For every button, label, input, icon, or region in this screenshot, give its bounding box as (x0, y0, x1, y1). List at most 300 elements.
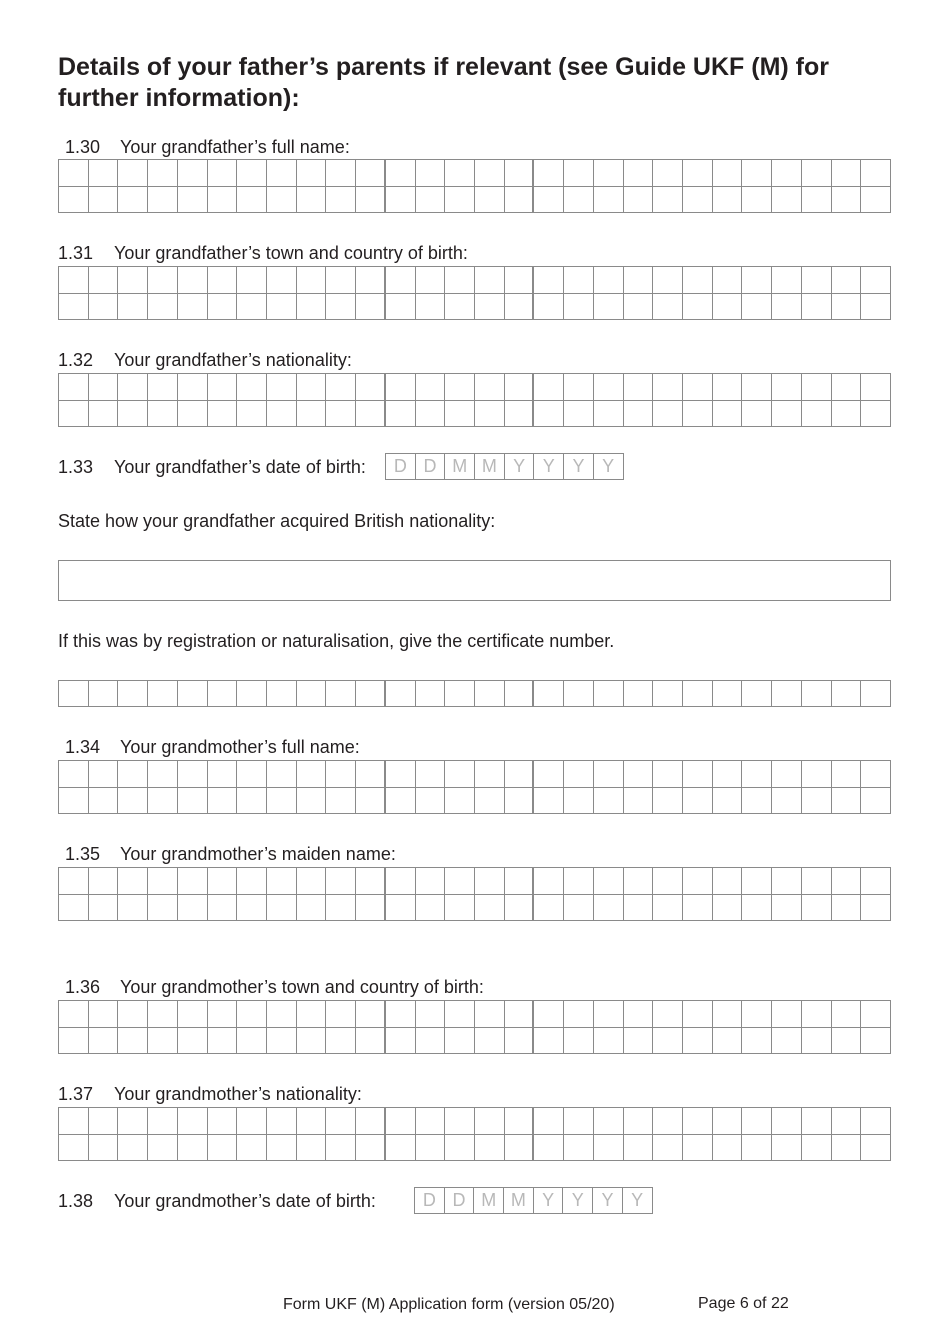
char-box[interactable] (832, 895, 862, 922)
char-box[interactable] (326, 1135, 356, 1162)
char-box[interactable] (148, 294, 178, 321)
char-box[interactable] (624, 761, 654, 788)
char-box[interactable] (356, 1135, 386, 1162)
char-box[interactable] (326, 401, 356, 428)
char-box[interactable] (653, 401, 683, 428)
char-box[interactable] (564, 788, 594, 815)
char-box[interactable] (742, 761, 772, 788)
char-box[interactable] (59, 374, 89, 401)
char-box[interactable] (208, 681, 238, 707)
char-box[interactable] (297, 1001, 327, 1028)
char-box[interactable] (802, 895, 832, 922)
char-box[interactable] (178, 681, 208, 707)
char-box[interactable] (505, 1135, 535, 1162)
char-box[interactable] (208, 868, 238, 895)
date-char-box[interactable]: M (445, 454, 475, 480)
char-box[interactable] (564, 681, 594, 707)
char-box[interactable] (297, 401, 327, 428)
char-box[interactable] (475, 1108, 505, 1135)
char-box[interactable] (267, 294, 297, 321)
char-box[interactable] (237, 681, 267, 707)
char-box[interactable] (713, 401, 743, 428)
char-box[interactable] (624, 895, 654, 922)
char-box[interactable] (832, 187, 862, 214)
char-box[interactable] (505, 1108, 535, 1135)
char-box[interactable] (89, 788, 119, 815)
char-box[interactable] (564, 1108, 594, 1135)
char-box[interactable] (237, 788, 267, 815)
char-box[interactable] (475, 1028, 505, 1055)
char-box[interactable] (713, 788, 743, 815)
char-box[interactable] (594, 294, 624, 321)
char-box[interactable] (772, 1001, 802, 1028)
grandfather-birthplace-boxes[interactable] (58, 266, 891, 320)
char-box[interactable] (267, 788, 297, 815)
char-box[interactable] (772, 1108, 802, 1135)
char-box[interactable] (713, 1028, 743, 1055)
char-box[interactable] (713, 374, 743, 401)
char-box[interactable] (624, 788, 654, 815)
char-box[interactable] (534, 267, 564, 294)
char-box[interactable] (118, 1001, 148, 1028)
char-box[interactable] (624, 1001, 654, 1028)
char-box[interactable] (534, 681, 564, 707)
char-box[interactable] (742, 1135, 772, 1162)
char-box[interactable] (594, 895, 624, 922)
char-box[interactable] (59, 1108, 89, 1135)
char-box[interactable] (832, 1028, 862, 1055)
char-box[interactable] (267, 1001, 297, 1028)
char-box[interactable] (534, 294, 564, 321)
grandfather-nationality-boxes[interactable] (58, 373, 891, 427)
char-box[interactable] (742, 868, 772, 895)
char-box[interactable] (178, 294, 208, 321)
char-box[interactable] (326, 1028, 356, 1055)
char-box[interactable] (861, 401, 891, 428)
char-box[interactable] (772, 160, 802, 187)
char-box[interactable] (772, 294, 802, 321)
char-box[interactable] (653, 187, 683, 214)
char-box[interactable] (534, 1028, 564, 1055)
char-box[interactable] (713, 681, 743, 707)
char-box[interactable] (505, 267, 535, 294)
char-box[interactable] (802, 294, 832, 321)
char-box[interactable] (624, 160, 654, 187)
char-box[interactable] (356, 681, 386, 707)
char-box[interactable] (178, 761, 208, 788)
char-box[interactable] (564, 267, 594, 294)
char-box[interactable] (475, 374, 505, 401)
char-box[interactable] (653, 267, 683, 294)
char-box[interactable] (297, 1028, 327, 1055)
char-box[interactable] (386, 1108, 416, 1135)
char-box[interactable] (416, 294, 446, 321)
char-box[interactable] (772, 761, 802, 788)
char-box[interactable] (802, 1028, 832, 1055)
char-box[interactable] (683, 401, 713, 428)
char-box[interactable] (653, 374, 683, 401)
char-box[interactable] (772, 788, 802, 815)
char-box[interactable] (267, 267, 297, 294)
char-box[interactable] (237, 895, 267, 922)
char-box[interactable] (445, 1028, 475, 1055)
char-box[interactable] (713, 1001, 743, 1028)
char-box[interactable] (297, 788, 327, 815)
char-box[interactable] (861, 1135, 891, 1162)
char-box[interactable] (386, 374, 416, 401)
char-box[interactable] (148, 160, 178, 187)
char-box[interactable] (564, 160, 594, 187)
char-box[interactable] (445, 294, 475, 321)
char-box[interactable] (178, 1135, 208, 1162)
char-box[interactable] (742, 401, 772, 428)
char-box[interactable] (505, 761, 535, 788)
char-box[interactable] (326, 895, 356, 922)
char-box[interactable] (326, 187, 356, 214)
char-box[interactable] (59, 895, 89, 922)
char-box[interactable] (386, 681, 416, 707)
char-box[interactable] (564, 1001, 594, 1028)
char-box[interactable] (594, 681, 624, 707)
char-box[interactable] (237, 374, 267, 401)
char-box[interactable] (118, 868, 148, 895)
char-box[interactable] (237, 1028, 267, 1055)
char-box[interactable] (416, 1001, 446, 1028)
char-box[interactable] (505, 1001, 535, 1028)
char-box[interactable] (326, 267, 356, 294)
char-box[interactable] (861, 374, 891, 401)
char-box[interactable] (534, 1001, 564, 1028)
char-box[interactable] (416, 868, 446, 895)
char-box[interactable] (624, 1028, 654, 1055)
char-box[interactable] (832, 788, 862, 815)
char-box[interactable] (742, 1108, 772, 1135)
char-box[interactable] (59, 294, 89, 321)
char-box[interactable] (475, 267, 505, 294)
char-box[interactable] (89, 187, 119, 214)
char-box[interactable] (297, 160, 327, 187)
char-box[interactable] (148, 267, 178, 294)
char-box[interactable] (297, 267, 327, 294)
char-box[interactable] (653, 761, 683, 788)
char-box[interactable] (89, 160, 119, 187)
char-box[interactable] (445, 374, 475, 401)
char-box[interactable] (267, 1135, 297, 1162)
char-box[interactable] (89, 895, 119, 922)
char-box[interactable] (445, 895, 475, 922)
char-box[interactable] (653, 1135, 683, 1162)
char-box[interactable] (386, 761, 416, 788)
char-box[interactable] (802, 1108, 832, 1135)
char-box[interactable] (416, 1108, 446, 1135)
char-box[interactable] (772, 681, 802, 707)
char-box[interactable] (624, 267, 654, 294)
char-box[interactable] (683, 1108, 713, 1135)
char-box[interactable] (386, 160, 416, 187)
char-box[interactable] (208, 1001, 238, 1028)
char-box[interactable] (386, 401, 416, 428)
char-box[interactable] (832, 681, 862, 707)
char-box[interactable] (475, 1001, 505, 1028)
char-box[interactable] (356, 788, 386, 815)
char-box[interactable] (148, 1028, 178, 1055)
char-box[interactable] (742, 187, 772, 214)
char-box[interactable] (326, 160, 356, 187)
char-box[interactable] (267, 895, 297, 922)
char-box[interactable] (564, 761, 594, 788)
char-box[interactable] (208, 160, 238, 187)
char-box[interactable] (297, 895, 327, 922)
char-box[interactable] (297, 868, 327, 895)
char-box[interactable] (505, 788, 535, 815)
char-box[interactable] (445, 1135, 475, 1162)
char-box[interactable] (148, 374, 178, 401)
char-box[interactable] (683, 374, 713, 401)
char-box[interactable] (148, 187, 178, 214)
char-box[interactable] (386, 788, 416, 815)
char-box[interactable] (118, 761, 148, 788)
char-box[interactable] (89, 374, 119, 401)
char-box[interactable] (267, 1028, 297, 1055)
char-box[interactable] (505, 294, 535, 321)
char-box[interactable] (713, 761, 743, 788)
char-box[interactable] (267, 681, 297, 707)
char-box[interactable] (386, 1028, 416, 1055)
char-box[interactable] (59, 868, 89, 895)
char-box[interactable] (594, 788, 624, 815)
char-box[interactable] (148, 868, 178, 895)
char-box[interactable] (178, 267, 208, 294)
char-box[interactable] (118, 788, 148, 815)
char-box[interactable] (624, 868, 654, 895)
char-box[interactable] (356, 401, 386, 428)
char-box[interactable] (564, 294, 594, 321)
char-box[interactable] (416, 1135, 446, 1162)
char-box[interactable] (475, 187, 505, 214)
char-box[interactable] (594, 868, 624, 895)
char-box[interactable] (624, 401, 654, 428)
char-box[interactable] (534, 868, 564, 895)
char-box[interactable] (178, 895, 208, 922)
char-box[interactable] (416, 1028, 446, 1055)
char-box[interactable] (416, 160, 446, 187)
char-box[interactable] (713, 895, 743, 922)
char-box[interactable] (208, 294, 238, 321)
char-box[interactable] (534, 401, 564, 428)
char-box[interactable] (356, 761, 386, 788)
char-box[interactable] (505, 1028, 535, 1055)
char-box[interactable] (237, 401, 267, 428)
char-box[interactable] (534, 788, 564, 815)
char-box[interactable] (802, 187, 832, 214)
char-box[interactable] (505, 187, 535, 214)
char-box[interactable] (624, 681, 654, 707)
char-box[interactable] (148, 401, 178, 428)
char-box[interactable] (742, 1001, 772, 1028)
char-box[interactable] (802, 761, 832, 788)
char-box[interactable] (683, 187, 713, 214)
char-box[interactable] (118, 1108, 148, 1135)
char-box[interactable] (89, 267, 119, 294)
char-box[interactable] (208, 374, 238, 401)
char-box[interactable] (267, 1108, 297, 1135)
char-box[interactable] (683, 1028, 713, 1055)
char-box[interactable] (802, 374, 832, 401)
char-box[interactable] (861, 868, 891, 895)
char-box[interactable] (356, 1001, 386, 1028)
char-box[interactable] (267, 160, 297, 187)
char-box[interactable] (802, 267, 832, 294)
char-box[interactable] (178, 1028, 208, 1055)
date-char-box[interactable]: Y (593, 1188, 623, 1214)
date-char-box[interactable]: D (445, 1188, 475, 1214)
char-box[interactable] (802, 788, 832, 815)
char-box[interactable] (416, 187, 446, 214)
char-box[interactable] (802, 868, 832, 895)
char-box[interactable] (445, 1001, 475, 1028)
char-box[interactable] (445, 868, 475, 895)
char-box[interactable] (564, 374, 594, 401)
char-box[interactable] (356, 267, 386, 294)
char-box[interactable] (742, 160, 772, 187)
char-box[interactable] (713, 187, 743, 214)
char-box[interactable] (59, 1001, 89, 1028)
char-box[interactable] (445, 681, 475, 707)
char-box[interactable] (356, 294, 386, 321)
char-box[interactable] (832, 294, 862, 321)
char-box[interactable] (386, 1135, 416, 1162)
char-box[interactable] (148, 1108, 178, 1135)
char-box[interactable] (475, 761, 505, 788)
char-box[interactable] (653, 1108, 683, 1135)
char-box[interactable] (653, 868, 683, 895)
char-box[interactable] (772, 374, 802, 401)
char-box[interactable] (802, 1001, 832, 1028)
char-box[interactable] (624, 294, 654, 321)
char-box[interactable] (861, 187, 891, 214)
char-box[interactable] (237, 868, 267, 895)
char-box[interactable] (267, 401, 297, 428)
char-box[interactable] (772, 1028, 802, 1055)
char-box[interactable] (475, 294, 505, 321)
date-char-box[interactable]: Y (534, 454, 564, 480)
date-char-box[interactable]: D (416, 454, 446, 480)
char-box[interactable] (148, 1001, 178, 1028)
char-box[interactable] (237, 267, 267, 294)
char-box[interactable] (416, 895, 446, 922)
char-box[interactable] (594, 1135, 624, 1162)
char-box[interactable] (445, 1108, 475, 1135)
char-box[interactable] (178, 1001, 208, 1028)
char-box[interactable] (594, 401, 624, 428)
date-char-box[interactable]: D (415, 1188, 445, 1214)
date-char-box[interactable]: Y (564, 454, 594, 480)
char-box[interactable] (59, 267, 89, 294)
char-box[interactable] (742, 681, 772, 707)
char-box[interactable] (832, 1108, 862, 1135)
char-box[interactable] (564, 1135, 594, 1162)
char-box[interactable] (832, 868, 862, 895)
char-box[interactable] (59, 761, 89, 788)
date-char-box[interactable]: M (504, 1188, 534, 1214)
char-box[interactable] (326, 294, 356, 321)
char-box[interactable] (297, 681, 327, 707)
char-box[interactable] (208, 267, 238, 294)
char-box[interactable] (475, 1135, 505, 1162)
char-box[interactable] (475, 681, 505, 707)
char-box[interactable] (534, 1108, 564, 1135)
char-box[interactable] (534, 1135, 564, 1162)
char-box[interactable] (118, 187, 148, 214)
char-box[interactable] (237, 1135, 267, 1162)
grandmother-nationality-boxes[interactable] (58, 1107, 891, 1161)
char-box[interactable] (594, 267, 624, 294)
char-box[interactable] (475, 895, 505, 922)
char-box[interactable] (802, 681, 832, 707)
char-box[interactable] (445, 788, 475, 815)
char-box[interactable] (118, 267, 148, 294)
char-box[interactable] (475, 401, 505, 428)
char-box[interactable] (297, 294, 327, 321)
char-box[interactable] (326, 761, 356, 788)
char-box[interactable] (683, 868, 713, 895)
char-box[interactable] (445, 187, 475, 214)
char-box[interactable] (59, 1028, 89, 1055)
char-box[interactable] (683, 788, 713, 815)
char-box[interactable] (416, 374, 446, 401)
char-box[interactable] (416, 401, 446, 428)
char-box[interactable] (267, 187, 297, 214)
date-char-box[interactable]: D (386, 454, 416, 480)
char-box[interactable] (564, 1028, 594, 1055)
char-box[interactable] (683, 267, 713, 294)
char-box[interactable] (208, 1108, 238, 1135)
char-box[interactable] (178, 788, 208, 815)
char-box[interactable] (594, 1028, 624, 1055)
char-box[interactable] (505, 401, 535, 428)
char-box[interactable] (742, 267, 772, 294)
char-box[interactable] (356, 187, 386, 214)
char-box[interactable] (89, 1135, 119, 1162)
char-box[interactable] (178, 868, 208, 895)
date-char-box[interactable]: Y (594, 454, 624, 480)
char-box[interactable] (356, 1028, 386, 1055)
char-box[interactable] (237, 187, 267, 214)
char-box[interactable] (861, 1028, 891, 1055)
grandmother-birthplace-boxes[interactable] (58, 1000, 891, 1054)
char-box[interactable] (89, 681, 119, 707)
char-box[interactable] (653, 895, 683, 922)
char-box[interactable] (861, 895, 891, 922)
char-box[interactable] (683, 160, 713, 187)
char-box[interactable] (861, 1108, 891, 1135)
char-box[interactable] (208, 788, 238, 815)
char-box[interactable] (594, 761, 624, 788)
char-box[interactable] (802, 160, 832, 187)
char-box[interactable] (208, 187, 238, 214)
char-box[interactable] (118, 160, 148, 187)
date-char-box[interactable]: Y (534, 1188, 564, 1214)
char-box[interactable] (772, 895, 802, 922)
char-box[interactable] (861, 267, 891, 294)
char-box[interactable] (297, 374, 327, 401)
certificate-number-boxes[interactable] (58, 680, 891, 707)
char-box[interactable] (713, 160, 743, 187)
char-box[interactable] (505, 895, 535, 922)
char-box[interactable] (534, 761, 564, 788)
char-box[interactable] (267, 374, 297, 401)
char-box[interactable] (475, 868, 505, 895)
